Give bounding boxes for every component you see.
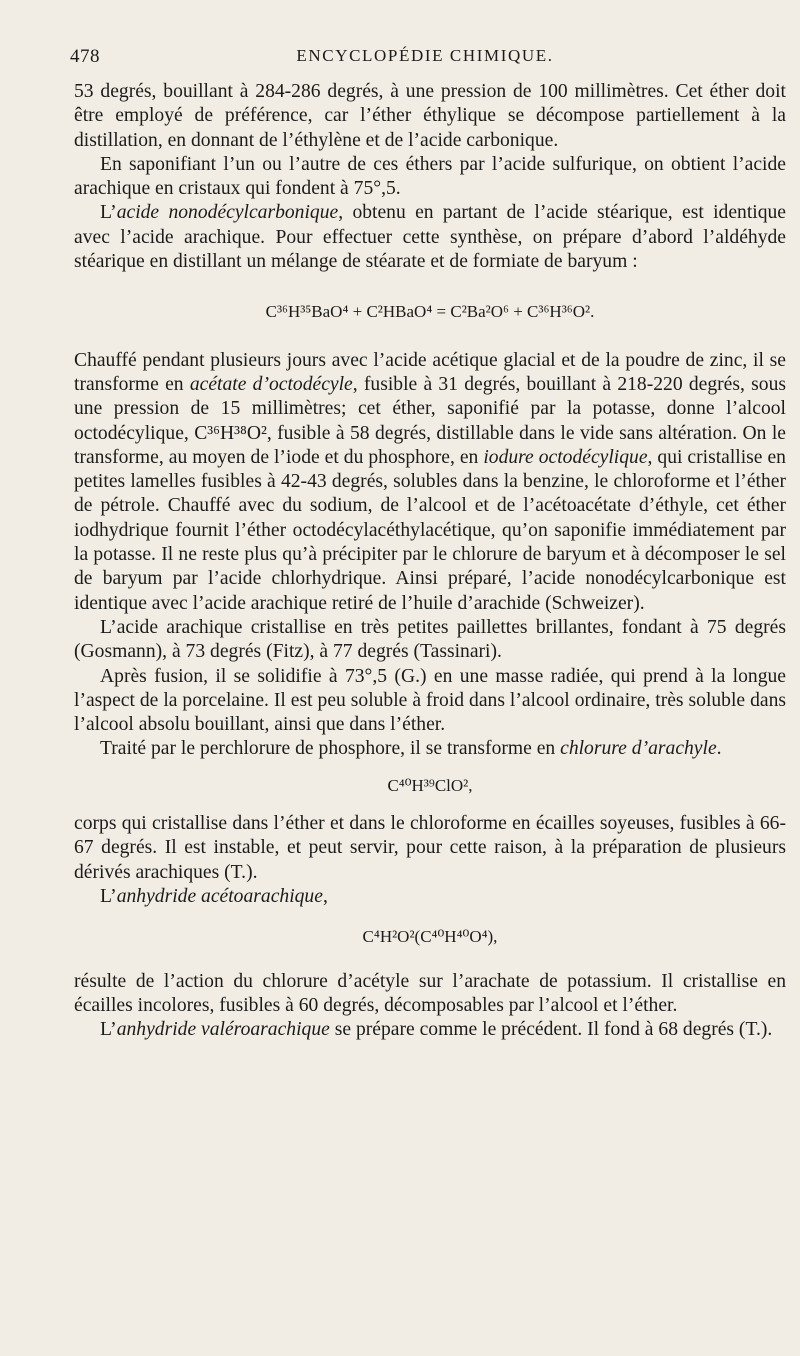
term-prefix: L’ bbox=[100, 202, 117, 224]
formula-anhydride-acetoarachique: C⁴H²O²(C⁴⁰H⁴⁰O⁴), bbox=[362, 927, 498, 947]
term-acetate-octodecyle: acétate d’octodécyle bbox=[189, 373, 353, 395]
paragraph-9-prefix: L’ bbox=[100, 885, 117, 907]
paragraph-4-text-1: Chauffé pendant plusieurs jours avec l’acide acétique glacial et de la poudre de zinc, il se transforme en bbox=[74, 349, 786, 395]
paragraph-7 bbox=[74, 737, 786, 761]
paragraph-7-end: . bbox=[716, 738, 722, 760]
term-iodure-octodecylique: iodure octodécylique bbox=[483, 446, 648, 468]
paragraph-1: 53 degrés, bouillant à 284-286 degrés, à une pression de 100 millimètres. Cet éther doit être employé de préférence, car l’éther éthylique se décompose partiellement à la distillation, en donnant de l’éthylène et de l’acide carbonique. bbox=[74, 81, 786, 151]
formula-stearic-aldehyde: C³⁶H³⁵BaO⁴ + C²HBaO⁴ = C²Ba²O⁶ + C³⁶H³⁶O². bbox=[265, 302, 595, 322]
page-number: 478 bbox=[70, 46, 100, 67]
paragraph-11 bbox=[74, 1018, 786, 1042]
paragraph-10: résulte de l’action du chlorure d’acétyle sur l’arachate de potassium. Il cristallise en écailles incolores, fusibles à 60 degrés, décomposables par l’alcool et l’éther. bbox=[74, 970, 786, 1016]
term-anhydride-valeroarachique: anhydride valéroarachique bbox=[116, 1019, 330, 1041]
page-header bbox=[70, 46, 780, 76]
running-title: ENCYCLOPÉDIE CHIMIQUE. bbox=[296, 46, 554, 65]
paragraph-11-text: se prépare comme le précédent. Il fond à 68 degrés (T.). bbox=[329, 1019, 773, 1041]
paragraph-8: corps qui cristallise dans l’éther et dans le chloroforme en écailles soyeuses, fusibles à 66-67 degrés. Il est instable, et peut servir, pour cette raison, à la préparation de plusieurs dérivés arachiques (T.). bbox=[74, 813, 786, 883]
paragraph-9 bbox=[74, 885, 786, 909]
paragraph-9-end: , bbox=[322, 885, 328, 907]
paragraph-6: Après fusion, il se solidifie à 73°,5 (G.) en une masse radiée, qui prend à la longue l’aspect de la porcelaine. Il est peu soluble à froid dans l’alcool ordinaire, très soluble dans l’alcool absolu bouillant, ainsi que dans l’éther. bbox=[74, 665, 786, 736]
term-acide-nonodecylcarbonique: acide nonodécylcarbonique bbox=[116, 202, 339, 224]
paragraph-4-text-3: , qui cristallise en petites lamelles fusibles à 42-43 degrés, solubles dans la benzine, le chloroforme et l’éther de pétrole. Chauffé avec du sodium, de l’alcool et de l’acétoacétate d’éthyle, cet éther iodhydrique fournit l’éther octodécylacéthylacétique, qu’on saponifie immédiatement par la potasse. Il ne reste plus qu’à précipiter par le chlorure de baryum et à décomposer le sel de baryum par l’acide chlorhydrique. Ainsi préparé, l’acide nonodécylcarbonique est identique avec l’acide arachique retiré de l’huile d’arachide (Schweizer). bbox=[74, 446, 786, 614]
paragraph-3 bbox=[74, 201, 786, 274]
paragraph-4-text-2: , fusible à 31 degrés, bouillant à 218-220 degrés, sous une pression de 15 millimètres; cet éther, saponifié par la potasse, donne l’alcool octodécylique, C³⁶H³⁸O², fusible à 58 degrés, distillable dans le vide sans altération. On le transforme, au moyen de l’iode et du phosphore, en bbox=[74, 373, 786, 468]
term-chlorure-arachyle: chlorure d’arachyle bbox=[560, 738, 717, 760]
formula-chlorure-arachyle: C⁴⁰H³⁹ClO², bbox=[387, 775, 473, 795]
paragraph-5: L’acide arachique cristallise en très petites paillettes brillantes, fondant à 75 degrés (Gosmann), à 73 degrés (Fitz), à 77 degrés (Tassinari). bbox=[74, 616, 786, 663]
paragraph-4 bbox=[74, 349, 786, 616]
term-anhydride-acetoarachique: anhydride acétoarachique bbox=[116, 885, 323, 907]
paragraph-11-prefix: L’ bbox=[100, 1019, 117, 1041]
paragraph-2: En saponifiant l’un ou l’autre de ces éthers par l’acide sulfurique, on obtient l’acide arachique en cristaux qui fondent à 75°,5. bbox=[74, 153, 786, 200]
paragraph-3-text: , obtenu en partant de l’acide stéarique, est identique avec l’acide arachique. Pour effectuer cette synthèse, on prépare d’abord l’aldéhyde stéarique en distillant un mélange de stéarate et de formiate de baryum : bbox=[74, 202, 786, 273]
body-text bbox=[74, 80, 786, 1042]
paragraph-7-text: Traité par le perchlorure de phosphore, il se transforme en bbox=[100, 738, 561, 760]
